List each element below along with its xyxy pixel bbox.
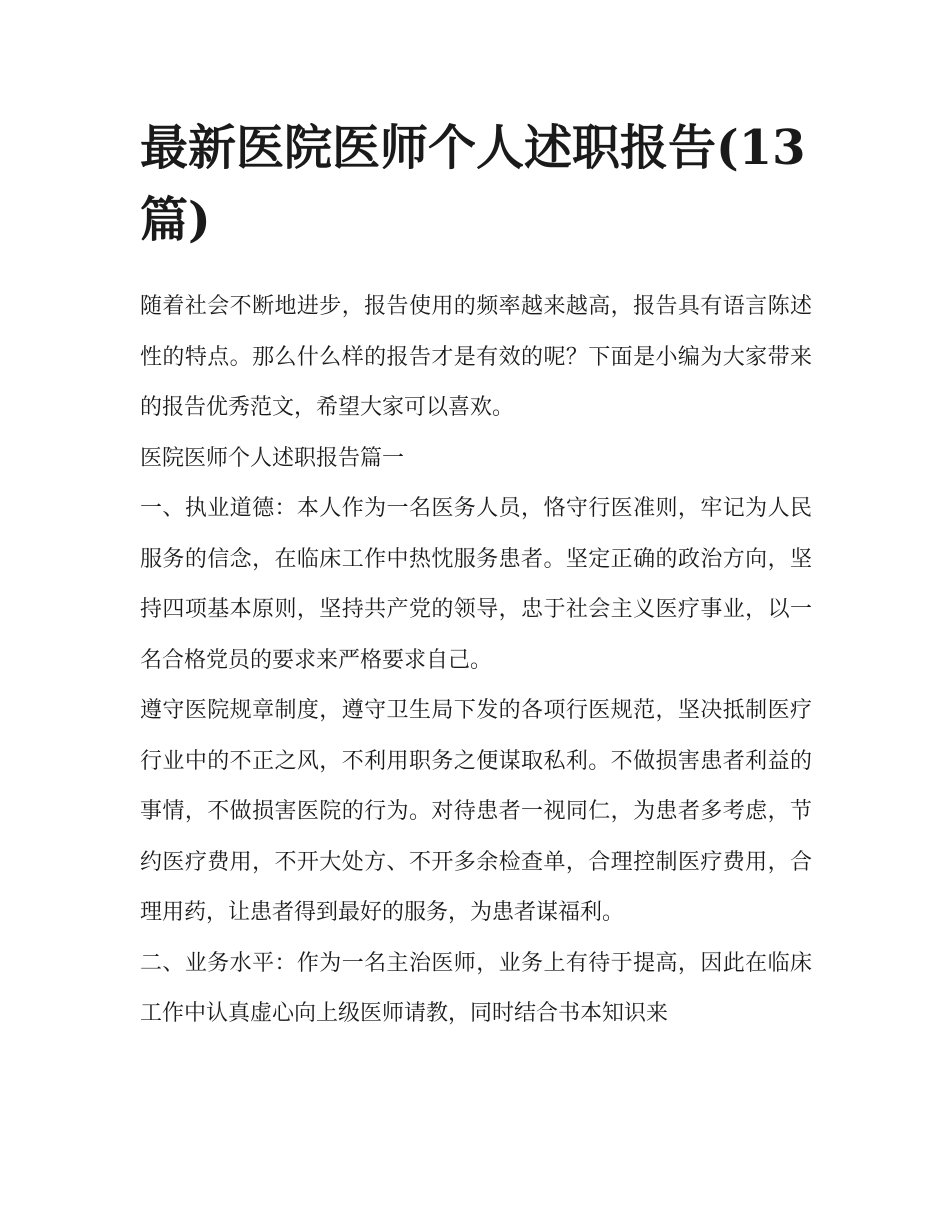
document-title: 最新医院医师个人述职报告(13篇)	[140, 120, 806, 248]
document-page	[140, 112, 812, 1040]
paragraph-skills: 二、业务水平：作为一名主治医师，业务上有待于提高，因此在临床工作中认真虚心向上级医师请教，同时结合书本知识来	[140, 950, 812, 1026]
intro-paragraph: 随着社会不断地进步，报告使用的频率越来越高，报告具有语言陈述性的特点。那么什么样的报告才是有效的呢？下面是小编为大家带来的报告优秀范文，希望大家可以喜欢。	[140, 294, 812, 420]
paragraph-regulations: 遵守医院规章制度，遵守卫生局下发的各项行医规范，坚决抵制医疗行业中的不正之风，不利用职务之便谋取私利。不做损害患者利益的事情，不做损害医院的行为。对待患者一视同仁，为患者多考虑，节约医疗费用，不开大处方、不开多余检查单，合理控制医疗费用，合理用药，让患者得到最好的服务，为患者谋福利。	[140, 698, 812, 925]
section-heading: 医院医师个人述职报告篇一	[140, 445, 405, 471]
paragraph-ethics: 一、执业道德：本人作为一名医务人员，恪守行医准则，牢记为人民服务的信念，在临床工作中热忱服务患者。坚定正确的政治方向，坚持四项基本原则，坚持共产党的领导，忠于社会主义医疗事业，以一名合格党员的要求来严格要求自己。	[140, 496, 812, 673]
